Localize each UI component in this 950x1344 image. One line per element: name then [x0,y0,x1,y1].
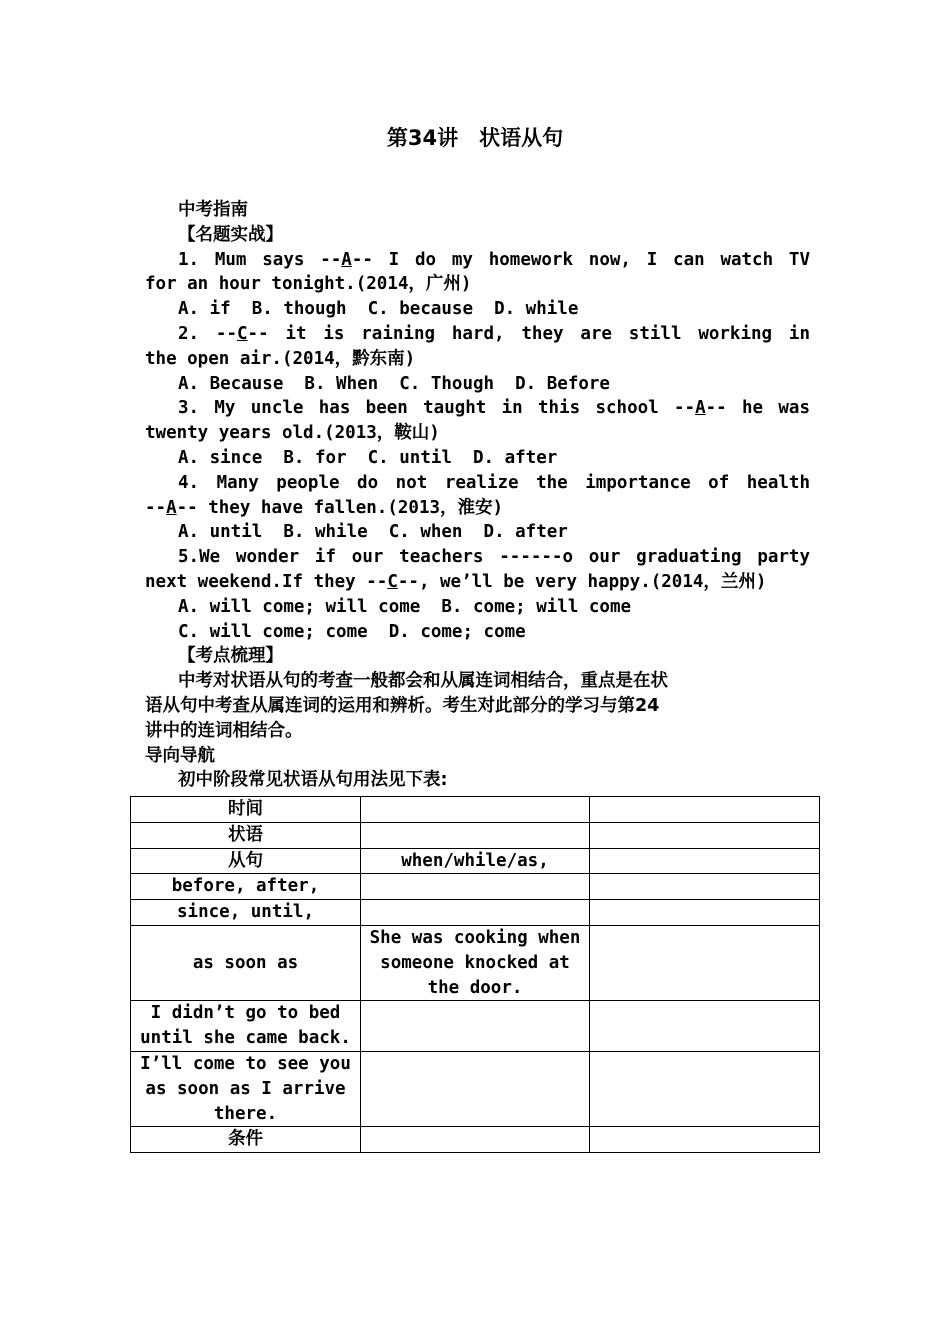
table-cell [361,1127,590,1153]
section-heading-points: 【考点梳理】 [178,646,283,667]
table-cell [590,900,820,926]
question-5-options-1: A. will come; will come B. come; will come [178,596,632,617]
question-2-options: A. Because B. When C. Though D. Before [178,373,610,394]
question-1-options: A. if B. though C. because D. while [178,299,579,320]
points-paragraph-line1: 中考对状语从句的考查一般都会和从属连词相结合，重点是在状 [178,671,668,692]
table-cell [590,925,820,1000]
question-3-line2: twenty years old.(2013，鞍山) [145,423,440,444]
table-cell: I’ll come to see you as soon as I arrive there. [131,1051,361,1126]
table-row [131,1001,820,1052]
question-5-line2: next weekend.If they --C--, we’ll be very happy.(2014，兰州) [145,571,767,592]
points-paragraph-line3: 讲中的连词相结合。 [145,720,303,741]
table-cell: before, after, [131,874,361,900]
question-2-line2: the open air.(2014，黔东南) [145,348,416,369]
question-5-line1: 5.We wonder if our teachers ------o our graduating party [178,547,810,568]
table-cell: 从句 [131,848,361,874]
document-body [145,198,810,793]
table-cell: since, until, [131,900,361,926]
table-cell [361,797,590,823]
table-cell [590,822,820,848]
table-cell [361,1001,590,1052]
table-row [131,822,820,848]
table-cell: I didn’t go to bed until she came back. [131,1001,361,1052]
table-cell [590,797,820,823]
question-5-options-2: C. will come; come D. come; come [178,621,526,642]
table-row [131,848,820,874]
table-intro: 初中阶段常见状语从句用法见下表: [178,770,448,791]
table-cell: 时间 [131,797,361,823]
table-cell: She was cooking when someone knocked at the door. [361,925,590,1000]
table-cell: as soon as [131,925,361,1000]
guide-heading: 中考指南 [178,200,248,220]
table-cell [590,1127,820,1153]
question-3-line1: 3. My uncle has been taught in this school --A-- he was [178,398,810,419]
table-cell [361,1051,590,1126]
table-cell [590,848,820,874]
page-title: 第34讲 状语从句 [386,126,564,150]
question-4-line1: 4. Many people do not realize the importance of health [178,472,810,493]
table-cell: when/while/as, [361,848,590,874]
table-row [131,874,820,900]
question-1-line1: 1. Mum says --A-- I do my homework now, I can watch TV [178,249,810,270]
table-row [131,925,820,1000]
table-cell [361,874,590,900]
points-paragraph-line2: 语从句中考查从属连词的运用和辨析。考生对此部分的学习与第24 [145,695,660,716]
clause-usage-table [130,796,820,1153]
table-cell [361,900,590,926]
table-cell: 状语 [131,822,361,848]
table-cell [590,1051,820,1126]
table-row [131,1127,820,1153]
table-cell [590,1001,820,1052]
question-2-line1: 2. --C-- it is raining hard, they are still working in [178,323,810,344]
question-1-line2: for an hour tonight.(2014，广州) [145,274,472,295]
table-cell: 条件 [131,1127,361,1153]
table-cell [590,874,820,900]
table-cell [361,822,590,848]
question-3-options: A. since B. for C. until D. after [178,447,558,468]
question-4-line2: --A-- they have fallen.(2013，淮安) [145,497,504,518]
table-row [131,1051,820,1126]
question-4-options: A. until B. while C. when D. after [178,522,568,543]
table-row [131,900,820,926]
table-row [131,797,820,823]
section-heading-practice: 【名题实战】 [178,224,283,245]
nav-heading: 导向导航 [145,745,215,766]
